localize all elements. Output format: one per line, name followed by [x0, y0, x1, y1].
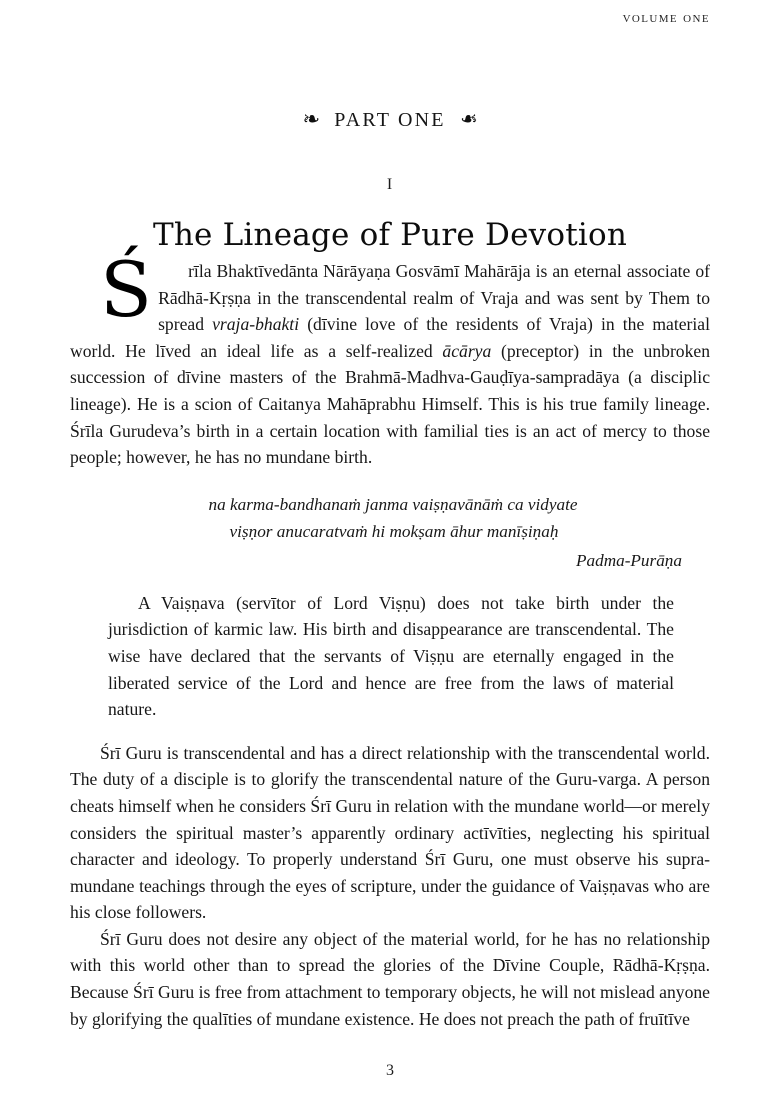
chapter-number: I [386, 176, 394, 193]
flourish-ornament-right-icon: ❧ [457, 106, 478, 131]
paragraph-opening [70, 245, 710, 471]
part-heading [0, 108, 780, 132]
verse-line-1: na karma-bandhanaṁ janma vaiṣṇavānāṁ ca vidyate [208, 494, 578, 514]
page-number: 3 [386, 1062, 394, 1079]
paragraph-sri-guru-transcendental: Śrī Guru is transcendental and has a direct relationship with the transcendental world. The duty of a disciple is to glorify the transcendental nature of the Guru-varga. A person cheats himself when he considers Śrī Guru in relation with the mundane world—or merely considers the spiritual master’s apparently ordinary actīvīties, neglecting his spiritual character and ideology. To properly understand Śrī Guru, one must observe his supra-mundane teachings through the eyes of scripture, under the guidance of Vaiṣṇavas who are his close followers. [70, 742, 710, 923]
flourish-ornament-left-icon: ❧ [302, 106, 323, 131]
paragraph-vaisnava-quote: A Vaiṣṇava (servītor of Lord Viṣṇu) does not take birth under the jurisdiction of karmic law. His birth and disappearance are transcendental. The wise have declared that the servants of Viṣṇu are eternally engaged in the liberated service of the Lord and hence are free from the laws of material nature. [108, 592, 674, 720]
sanskrit-verse-block [70, 491, 710, 574]
paragraph-opening-text: rīla Bhaktīvedānta Nārāyaṇa Gosvāmī Mahārāja is an eternal associate of Rādhā-Kṛṣṇa in the transcendental realm of Vraja and was sent by Them to spread vraja-bhakti (dīvine love of the residents of Vraja) in the material world. He līved an ideal life as a self-realized ācārya (preceptor) in the unbroken succession of dīvine masters of the Brahmā-Madhva-Gauḍīya-sampradāya (a disciplic lineage). He is a scion of Caitanya Mahāprabhu Himself. This is his true family lineage. Śrīla Gurudeva’s birth in a certain location with familial ties is an act of mercy to those people; however, he has no mundane birth. [70, 261, 710, 468]
body-text-column [70, 245, 710, 1032]
drop-cap: Ś [100, 245, 153, 334]
part-label: PART ONE [334, 108, 446, 131]
running-head: volume one [622, 10, 710, 26]
verse-source-attribution: Padma-Purāṇa [576, 550, 682, 570]
chapter-title: The Lineage of Pure Devotion [153, 216, 627, 253]
verse-line-2: viṣṇor anucaratvaṁ hi mokṣam āhur manīṣiṇaḥ [229, 521, 559, 541]
paragraph-sri-guru-desire: Śrī Guru does not desire any object of the material world, for he has no relationship with this world other than to spread the glories of the Dīvine Couple, Rādhā-Kṛṣṇa. Because Śrī Guru is free from attachment to temporary objects, he will not mislead anyone by glorifying the qualīties of mundane existence. He does not preach the path of fruītīve [70, 928, 710, 1029]
